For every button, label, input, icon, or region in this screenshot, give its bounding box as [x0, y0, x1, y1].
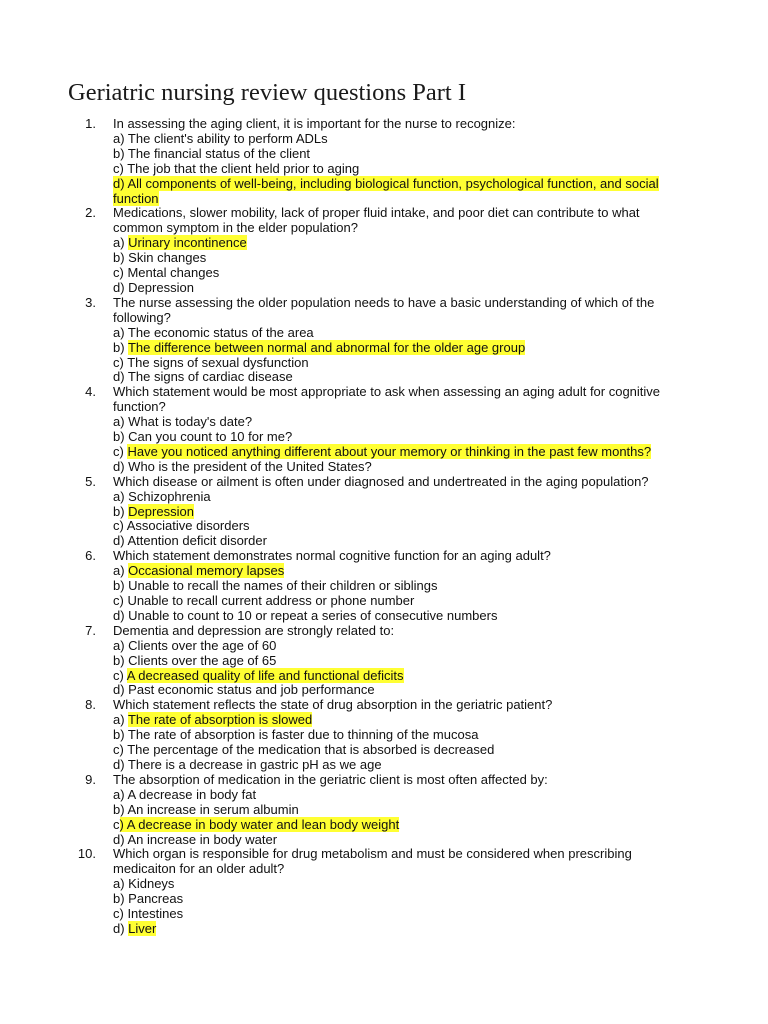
answer-option [113, 236, 708, 251]
question-number: 1. [85, 116, 96, 131]
question-text: Which organ is responsible for drug metabolism and must be considered when prescribing [113, 846, 632, 862]
highlighted-answer: The difference between normal and abnormal for the older age group [127, 339, 526, 355]
question-text: Dementia and depression are strongly related to: [113, 622, 395, 638]
question-text: In assessing the aging client, it is important for the nurse to recognize: [113, 116, 516, 131]
option-text: c) Mental changes [113, 265, 220, 281]
answer-option [113, 505, 708, 520]
highlighted-answer: A decreased quality of life and functional deficits [126, 667, 404, 683]
option-text: d) Unable to count to 10 or repeat a series of consecutive numbers [113, 607, 498, 623]
highlighted-answer: function [113, 190, 159, 206]
question-text: medicaiton for an older adult? [113, 861, 285, 877]
question-text: Which statement reflects the state of drug absorption in the geriatric patient? [113, 697, 553, 713]
option-text: d) Depression [113, 279, 194, 295]
highlighted-answer: ) A decrease in body water and lean body weight [119, 816, 400, 832]
option-text: a) Kidneys [113, 876, 175, 892]
question-number: 10. [77, 846, 96, 862]
question-number: 3. [85, 294, 96, 310]
option-text: b) Pancreas [113, 891, 184, 907]
answer-option [113, 669, 708, 684]
answer-option [113, 564, 708, 579]
option-prefix: d) [113, 920, 129, 936]
option-text: b) The financial status of the client [113, 145, 311, 161]
option-text: b) Skin changes [113, 250, 207, 266]
question-number: 2. [85, 205, 96, 221]
answer-option [113, 177, 708, 192]
option-text: b) Can you count to 10 for me? [113, 429, 293, 445]
highlighted-answer: Occasional memory lapses [128, 563, 285, 579]
question-text: Which disease or ailment is often under diagnosed and undertreated in the aging population? [113, 473, 649, 489]
option-text: d) There is a decrease in gastric pH as we age [113, 756, 382, 772]
question-text: Medications, slower mobility, lack of proper fluid intake, and poor diet can contribute to what [113, 205, 640, 221]
question-text: function? [113, 399, 166, 415]
option-text: c) Intestines [113, 906, 184, 922]
question-number: 8. [85, 697, 96, 713]
answer-option [113, 818, 708, 833]
question-item [68, 847, 708, 936]
option-text: c) Associative disorders [113, 518, 250, 534]
question-text: following? [113, 309, 171, 325]
answer-option [113, 713, 708, 728]
highlighted-answer: Have you noticed anything different about your memory or thinking in the past few months? [127, 443, 652, 459]
question-number: 5. [85, 473, 96, 489]
question-text: Which statement would be most appropriate to ask when assessing an aging adult for cognitive [113, 384, 661, 400]
option-text: d) Past economic status and job performance [113, 682, 375, 698]
highlighted-answer: Liver [128, 920, 157, 936]
question-text: The nurse assessing the older population needs to have a basic understanding of which of the [113, 294, 655, 310]
option-text: b) An increase in serum albumin [113, 801, 299, 817]
question-item [68, 624, 708, 699]
option-text: c) The signs of sexual dysfunction [113, 354, 309, 370]
option-text: c) Unable to recall current address or phone number [113, 593, 415, 608]
option-text: b) Clients over the age of 65 [113, 652, 277, 668]
option-text: b) Unable to recall the names of their children or siblings [113, 578, 438, 594]
option-text: d) Attention deficit disorder [113, 533, 267, 549]
question-item [68, 549, 708, 624]
question-text: common symptom in the elder population? [113, 220, 358, 236]
option-prefix: a) [113, 235, 129, 251]
question-text: Which statement demonstrates normal cognitive function for an aging adult? [113, 548, 551, 564]
question-item [68, 475, 708, 550]
question-text: The absorption of medication in the geriatric client is most often affected by: [113, 771, 548, 787]
question-list [68, 117, 708, 937]
page-title: Geriatric nursing review questions Part I [68, 79, 467, 106]
highlighted-answer: Depression [128, 503, 194, 519]
option-text: a) Schizophrenia [113, 488, 211, 504]
question-item [68, 117, 708, 206]
question-number: 7. [85, 622, 96, 638]
highlighted-answer: Urinary incontinence [128, 235, 247, 251]
option-text: a) The client's ability to perform ADLs [113, 130, 328, 146]
question-item [68, 206, 708, 295]
option-text: c) The percentage of the medication that is absorbed is decreased [113, 742, 495, 758]
answer-option [113, 445, 708, 460]
option-text: a) Clients over the age of 60 [113, 637, 277, 653]
answer-option [113, 192, 708, 207]
option-prefix: c [113, 816, 120, 832]
question-number: 9. [85, 771, 96, 787]
option-text: a) The economic status of the area [113, 324, 314, 340]
question-item [68, 698, 708, 773]
option-text: d) Who is the president of the United States? [113, 458, 372, 474]
option-prefix: c) [113, 667, 127, 683]
option-text: d) An increase in body water [113, 831, 278, 847]
answer-option [113, 341, 708, 356]
option-prefix: b) [113, 503, 129, 519]
option-prefix: b) [113, 339, 128, 355]
highlighted-answer: The rate of absorption is slowed [127, 712, 313, 728]
question-item [68, 773, 708, 848]
highlighted-answer: d) All components of well-being, including biological function, psychological function, and social [113, 175, 659, 191]
option-text: d) The signs of cardiac disease [113, 369, 293, 385]
answer-option [113, 922, 708, 937]
question-item [68, 296, 708, 385]
question-number: 4. [85, 384, 96, 400]
option-text: a) What is today's date? [113, 414, 253, 430]
option-prefix: a) [113, 712, 128, 728]
option-prefix: a) [113, 563, 129, 579]
option-text: a) A decrease in body fat [113, 786, 257, 802]
question-number: 6. [85, 548, 96, 564]
option-text: c) The job that the client held prior to aging [113, 160, 360, 176]
question-item [68, 385, 708, 474]
option-prefix: c) [113, 443, 128, 459]
option-text: b) The rate of absorption is faster due to thinning of the mucosa [113, 727, 479, 743]
